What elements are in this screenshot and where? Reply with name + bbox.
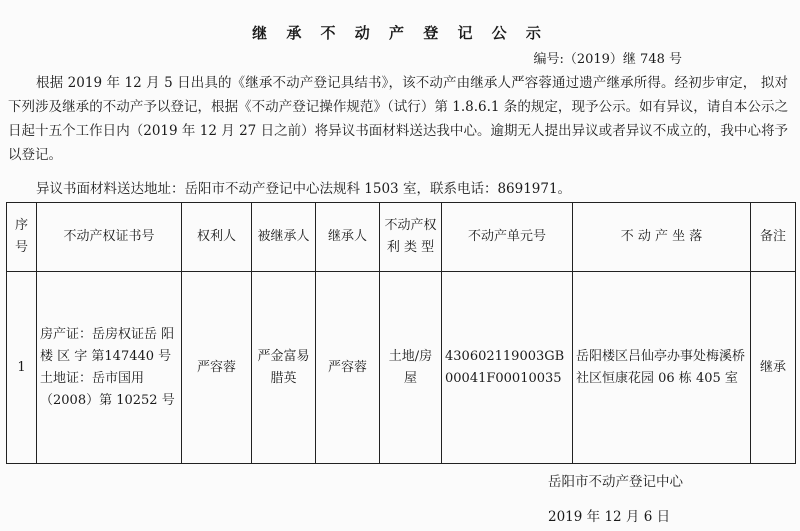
cell-location: 岳阳楼区吕仙亭办事处梅溪桥社区恒康花园 06 栋 405 室: [573, 272, 751, 464]
cell-cert: [37, 272, 182, 464]
header-deceased: 被继承人: [252, 203, 316, 272]
notice-body: 根据 2019 年 12 月 5 日出具的《继承不动产登记具结书》，该不动产由继承人严容蓉通过遗产继承所得。经初步审定， 拟对下列涉及继承的不动产予以登记，根据《不动产登记操作规范》（试行）第 1.8.6.1 条的规定，现予公示。如有异议，请自本公示之日起十五个工作日内（2019 年 12 月 27 日之前）将异议书面材料送达我中心。逾期无人提出异议或者异议不成立的，我中心将予以登记。: [8, 75, 788, 163]
cell-unit: 430602119003GB00041F00010035: [442, 272, 573, 464]
header-type: 不动产权 利 类 型: [380, 203, 442, 272]
cell-no: 1: [7, 272, 37, 464]
cell-owner: 严容蓉: [182, 272, 252, 464]
header-cert: 不动产权证书号: [37, 203, 182, 272]
cert-land: 土地证：岳市国用（2008）第 10252 号: [40, 370, 175, 408]
issue-date: 2019 年 12 月 6 日: [548, 509, 671, 525]
header-heir: 继承人: [316, 203, 380, 272]
registration-table: [6, 202, 796, 464]
notice-title: 继 承 不 动 产 登 记 公 示: [252, 24, 548, 42]
table-row: [7, 272, 796, 464]
issuer-name: 岳阳市不动产登记中心: [548, 474, 683, 490]
document-number: 编号:（2019）继 748 号: [533, 52, 682, 67]
cell-deceased: 严金富易腊英: [252, 272, 316, 464]
header-remark: 备注: [751, 203, 796, 272]
cell-remark: 继承: [751, 272, 796, 464]
cert-house: 房产证：岳房权证岳 阳 楼 区 字 第147440 号: [40, 326, 175, 364]
header-owner: 权利人: [182, 203, 252, 272]
table-header-row: [7, 203, 796, 272]
cell-heir: 严容蓉: [316, 272, 380, 464]
objection-address: 异议书面材料送达地址：岳阳市不动产登记中心法规科 1503 室，联系电话：8691971。: [36, 181, 572, 197]
cell-type: 土地/房屋: [380, 272, 442, 464]
header-location: 不 动 产 坐 落: [573, 203, 751, 272]
header-no: 序号: [7, 203, 37, 272]
header-unit: 不动产单元号: [442, 203, 573, 272]
